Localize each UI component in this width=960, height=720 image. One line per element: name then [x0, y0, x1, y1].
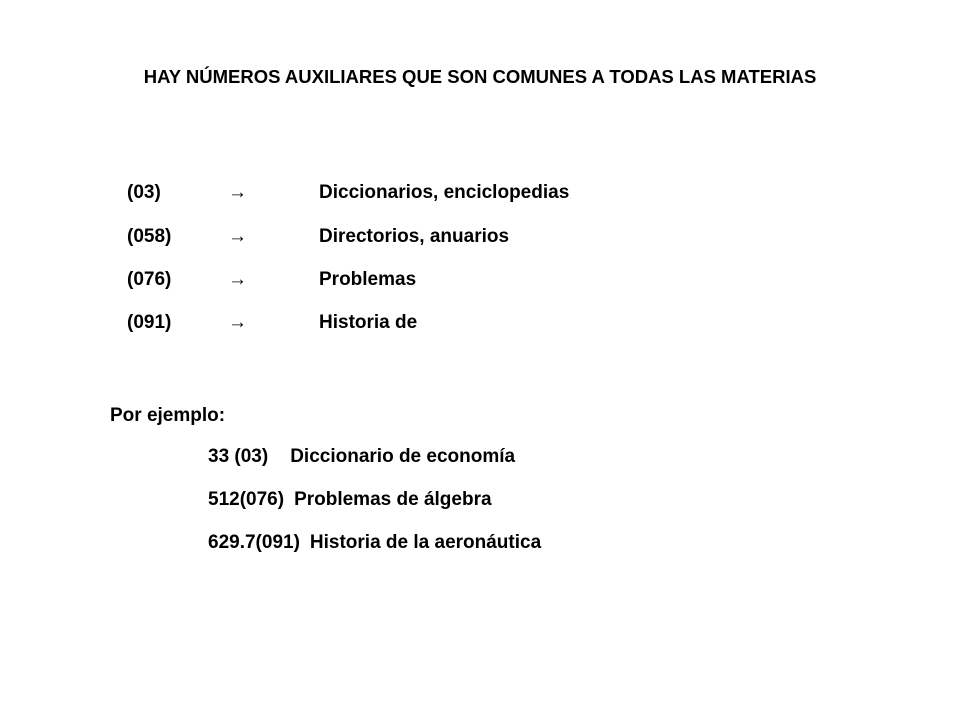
auxiliary-description: Directorios, anuarios	[319, 226, 510, 247]
example-text: Historia de la aeronáutica	[309, 532, 542, 553]
auxiliary-code: (03)	[127, 182, 161, 203]
example-number: 512(076)	[208, 489, 285, 510]
right-arrow-icon: →	[228, 269, 247, 290]
right-arrow-icon: →	[228, 182, 247, 203]
auxiliary-row	[0, 269, 960, 295]
examples-heading: Por ejemplo:	[110, 405, 226, 426]
auxiliary-code: (076)	[127, 269, 172, 290]
auxiliary-row	[0, 312, 960, 338]
example-item	[208, 532, 541, 554]
right-arrow-icon: →	[228, 226, 247, 247]
example-item	[208, 489, 492, 511]
auxiliary-row	[0, 226, 960, 252]
auxiliary-row	[0, 182, 960, 208]
example-number: 33 (03)	[208, 446, 269, 467]
example-text: Problemas de álgebra	[294, 489, 492, 510]
auxiliary-description: Historia de	[319, 312, 418, 333]
example-text: Diccionario de economía	[290, 446, 516, 467]
auxiliary-code: (091)	[127, 312, 172, 333]
example-item	[208, 446, 515, 468]
auxiliary-code: (058)	[127, 226, 172, 247]
right-arrow-icon: →	[228, 312, 247, 333]
auxiliary-description: Problemas	[319, 269, 417, 290]
example-number: 629.7(091)	[208, 532, 300, 553]
auxiliary-description: Diccionarios, enciclopedias	[319, 182, 570, 203]
slide-title: HAY NÚMEROS AUXILIARES QUE SON COMUNES A TODAS LAS MATERIAS	[143, 66, 817, 87]
